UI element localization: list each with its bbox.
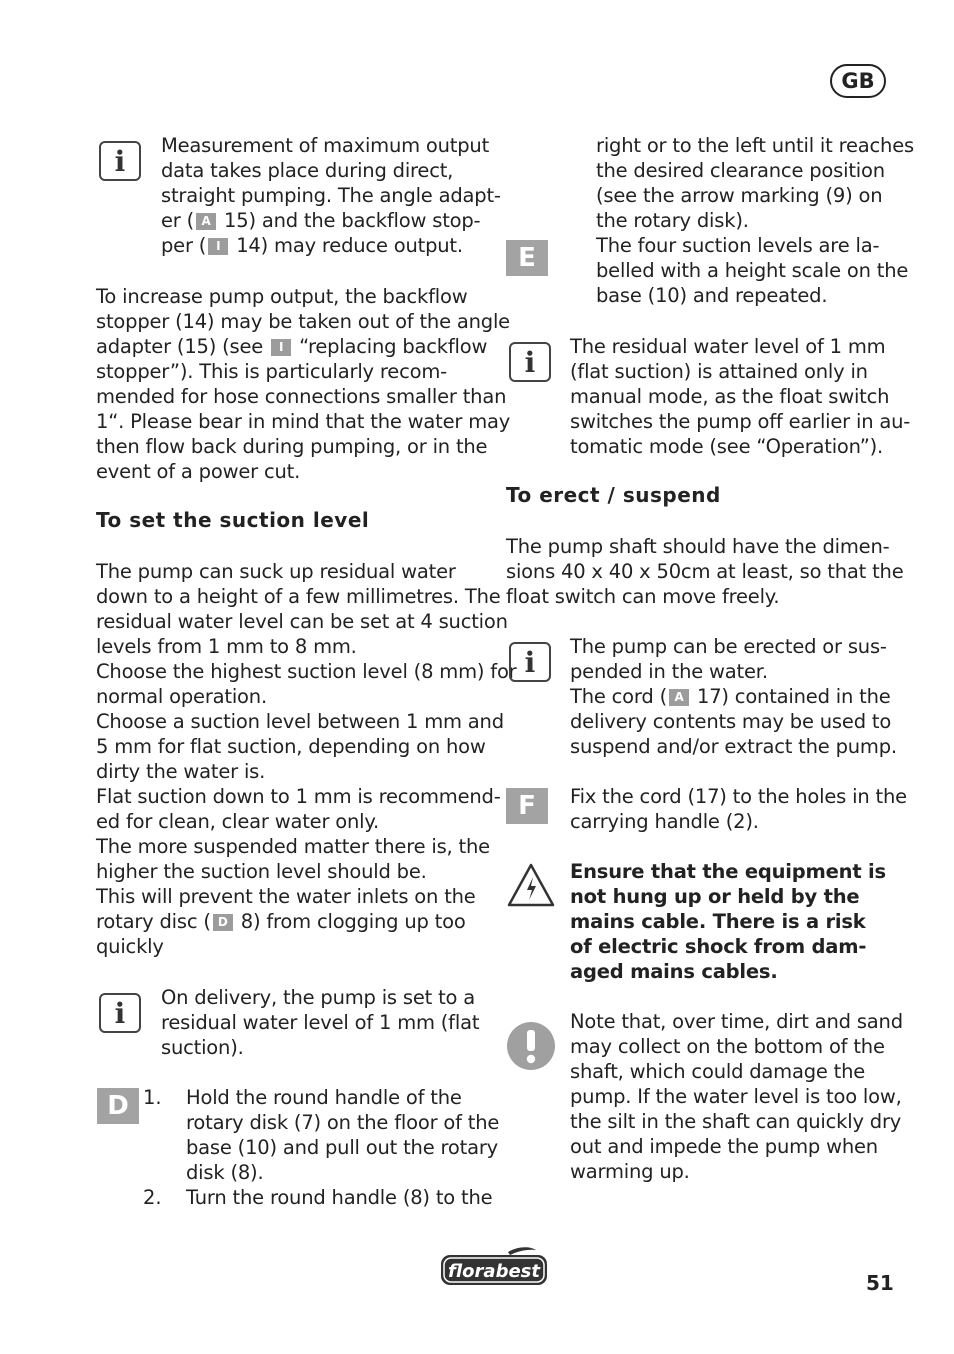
paragraph-pump-output <box>96 284 510 484</box>
text-line <box>161 233 501 258</box>
text-part: 14) may reduce output. <box>230 234 463 257</box>
text-line: base (10) and pull out the rotary <box>186 1136 498 1159</box>
figure-ref-badge: A <box>196 213 216 230</box>
text-line: straight pumping. The angle adapt- <box>161 184 501 207</box>
figure-ref-badge: I <box>271 339 291 356</box>
text-line: higher the suction level should be. <box>96 860 427 883</box>
heading-erect-suspend: To erect / suspend <box>506 483 721 507</box>
step-1-text <box>186 1085 499 1185</box>
text-line: The pump can suck up residual water <box>96 560 456 583</box>
info-note-output <box>161 133 501 258</box>
text-line: The pump shaft should have the dimen- <box>506 535 890 558</box>
paragraph-shaft <box>506 534 904 609</box>
language-badge: GB <box>830 64 886 98</box>
electric-warning-icon <box>506 862 556 908</box>
paragraph-suction <box>96 559 517 959</box>
text-line: Note that, over time, dirt and sand <box>570 1010 903 1033</box>
page-number: 51 <box>866 1271 894 1295</box>
info-icon: i <box>509 642 551 682</box>
text-line: delivery contents may be used to <box>570 710 892 733</box>
text-line: Fix the cord (17) to the holes in the <box>570 785 907 808</box>
text-line: ed for clean, clear water only. <box>96 810 379 833</box>
text-line: warming up. <box>570 1160 690 1183</box>
text-line: Hold the round handle of the <box>186 1086 462 1109</box>
text-line: belled with a height scale on the <box>596 259 909 282</box>
text-line: suction). <box>161 1036 244 1059</box>
text-line: (flat suction) is attained only in <box>570 360 868 383</box>
text-line: mains cable. There is a risk <box>570 910 866 933</box>
text-line: dirty the water is. <box>96 760 266 783</box>
text-line: stopper”). This is particularly recom- <box>96 360 447 383</box>
step-number: 1. <box>143 1086 162 1109</box>
text-line: To increase pump output, the backflow <box>96 285 468 308</box>
exclamation-icon <box>506 1021 556 1071</box>
info-note-delivery <box>161 985 479 1060</box>
text-line: carrying handle (2). <box>570 810 759 833</box>
text-line: Measurement of maximum output <box>161 134 490 157</box>
step-2-text <box>186 1185 492 1210</box>
text-line: Choose the highest suction level (8 mm) for <box>96 660 517 683</box>
text-line: the desired clearance position <box>596 159 885 182</box>
text-part: er ( <box>161 209 195 232</box>
paragraph-fix-cord <box>570 784 907 834</box>
heading-suction-level: To set the suction level <box>96 508 370 532</box>
text-line: Turn the round handle (8) to the <box>186 1186 493 1209</box>
text-line: event of a power cut. <box>96 460 301 483</box>
text-line: The pump can be erected or sus- <box>570 635 887 658</box>
warning-text <box>570 859 886 984</box>
text-line <box>96 334 510 359</box>
section-label-f: F <box>506 788 548 824</box>
text-line: 1“. Please bear in mind that the water may <box>96 410 511 433</box>
text-part: 8) from clogging up too <box>234 910 466 933</box>
text-line: The residual water level of 1 mm <box>570 335 886 358</box>
text-line: of electric shock from dam- <box>570 935 867 958</box>
text-line: sions 40 x 40 x 50cm at least, so that the <box>506 560 904 583</box>
text-line: Flat suction down to 1 mm is recommend- <box>96 785 501 808</box>
text-line: pump. If the water level is too low, <box>570 1085 902 1108</box>
text-line: On delivery, the pump is set to a <box>161 986 476 1009</box>
figure-ref-badge: I <box>208 238 228 255</box>
florabest-logo <box>438 1246 550 1288</box>
text-line: then flow back during pumping, or in the <box>96 435 488 458</box>
step-number: 2. <box>143 1186 162 1209</box>
text-line: quickly <box>96 935 164 958</box>
text-line: residual water level can be set at 4 suction <box>96 610 508 633</box>
text-line: (see the arrow marking (9) on <box>596 184 883 207</box>
text-line: tomatic mode (see “Operation”). <box>570 435 884 458</box>
text-line: the silt in the shaft can quickly dry <box>570 1110 902 1133</box>
text-line: right or to the left until it reaches <box>596 134 914 157</box>
text-line: rotary disk (7) on the floor of the <box>186 1111 500 1134</box>
text-line: pended in the water. <box>570 660 768 683</box>
text-line: not hung up or held by the <box>570 885 860 908</box>
text-part: 17) contained in the <box>690 685 891 708</box>
text-line <box>570 684 897 709</box>
section-label-e: E <box>506 240 548 276</box>
text-line: This will prevent the water inlets on the <box>96 885 476 908</box>
info-icon: i <box>99 141 141 181</box>
text-line: may collect on the bottom of the <box>570 1035 885 1058</box>
text-line: levels from 1 mm to 8 mm. <box>96 635 357 658</box>
info-icon: i <box>99 993 141 1033</box>
text-line: Ensure that the equipment is <box>570 860 886 883</box>
text-line: shaft, which could damage the <box>570 1060 866 1083</box>
text-line: 5 mm for flat suction, depending on how <box>96 735 486 758</box>
figure-ref-badge: A <box>669 689 689 706</box>
text-line: disk (8). <box>186 1161 264 1184</box>
text-line: The four suction levels are la- <box>596 234 880 257</box>
text-line: base (10) and repeated. <box>596 284 828 307</box>
info-note-erect <box>570 634 897 759</box>
text-line: The more suspended matter there is, the <box>96 835 490 858</box>
text-part: 15) and the backflow stop- <box>218 209 481 232</box>
text-part: rotary disc ( <box>96 910 211 933</box>
text-line: residual water level of 1 mm (flat <box>161 1011 480 1034</box>
step-2-continued <box>596 133 914 308</box>
logo-text: florabest <box>448 1261 540 1282</box>
info-note-residual <box>570 334 910 459</box>
text-line: out and impede the pump when <box>570 1135 878 1158</box>
figure-ref-badge: D <box>213 914 233 931</box>
section-label-d: D <box>97 1088 139 1124</box>
text-line: mended for hose connections smaller than <box>96 385 507 408</box>
text-line: aged mains cables. <box>570 960 778 983</box>
note-dirt-sand <box>570 1009 903 1184</box>
text-line: float switch can move freely. <box>506 585 780 608</box>
text-line: manual mode, as the float switch <box>570 385 890 408</box>
text-line: the rotary disk). <box>596 209 749 232</box>
text-line: stopper (14) may be taken out of the angle <box>96 310 510 333</box>
text-line <box>96 909 517 934</box>
text-line: data takes place during direct, <box>161 159 454 182</box>
text-part: adapter (15) (see <box>96 335 270 358</box>
text-part: The cord ( <box>570 685 667 708</box>
text-line: switches the pump off earlier in au- <box>570 410 911 433</box>
text-part: “replacing backflow <box>293 335 488 358</box>
text-part: per ( <box>161 234 207 257</box>
text-line: down to a height of a few millimetres. The <box>96 585 501 608</box>
text-line <box>161 208 501 233</box>
text-line: Choose a suction level between 1 mm and <box>96 710 504 733</box>
info-icon: i <box>509 342 551 382</box>
text-line: normal operation. <box>96 685 267 708</box>
text-line: suspend and/or extract the pump. <box>570 735 897 758</box>
